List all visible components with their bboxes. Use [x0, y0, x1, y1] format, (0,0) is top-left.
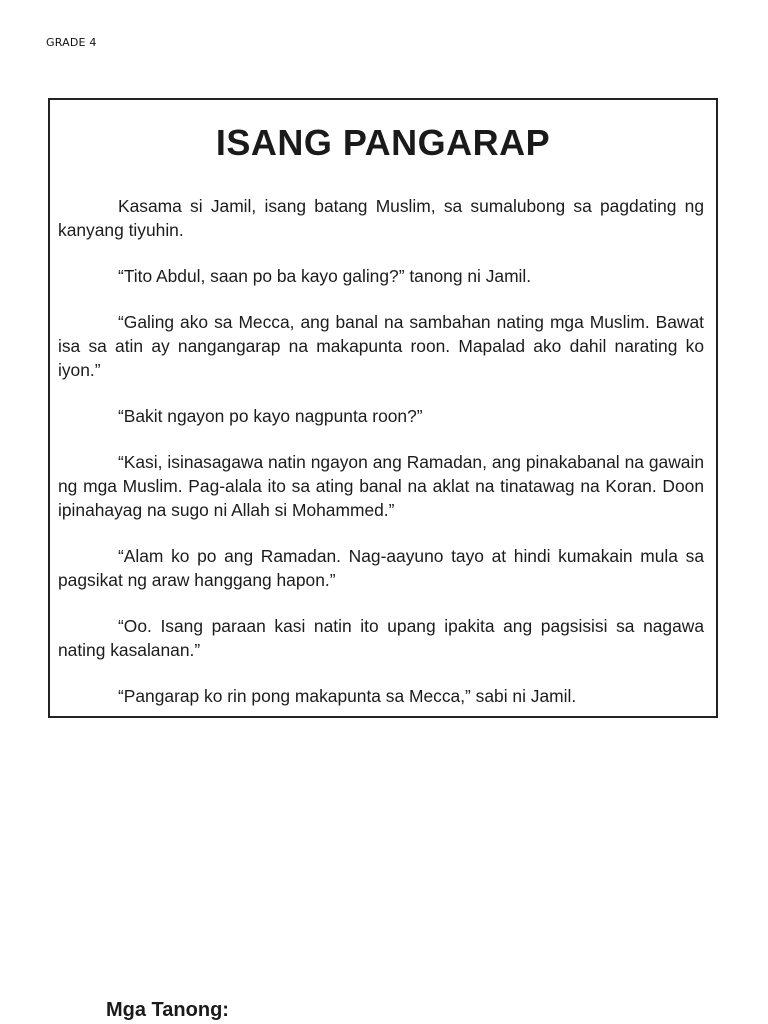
story-body — [58, 194, 704, 730]
story-paragraph: “Bakit ngayon po kayo nagpunta roon?” — [118, 406, 423, 426]
story-paragraph: “Tito Abdul, saan po ba kayo galing?” tanong ni Jamil. — [118, 266, 532, 286]
grade-label: GRADE 4 — [46, 36, 97, 49]
questions-heading: Mga Tanong: — [106, 999, 229, 1021]
story-box — [48, 98, 718, 718]
story-paragraph: “Oo. Isang paraan kasi natin ito upang ipakita ang pagsisisi sa nagawa nating kasalanan.” — [58, 616, 704, 660]
story-paragraph: “Pangarap ko rin pong makapunta sa Mecca,” sabi ni Jamil. — [118, 686, 577, 706]
story-title: ISANG PANGARAP — [215, 122, 551, 163]
story-paragraph: “Kasi, isinasagawa natin ngayon ang Ramadan, ang pinakabanal na gawain ng mga Muslim. Pag-alala ito sa ating banal na aklat na tinatawag na Koran. Doon ipinahayag na sugo ni Allah si Mohammed.” — [58, 452, 704, 520]
story-paragraph: Kasama si Jamil, isang batang Muslim, sa sumalubong sa pagdating ng kanyang tiyuhin. — [58, 196, 704, 240]
story-paragraph: “Alam ko po ang Ramadan. Nag-aayuno tayo at hindi kumakain mula sa pagsikat ng araw hanggang hapon.” — [58, 546, 704, 590]
story-paragraph: “Galing ako sa Mecca, ang banal na sambahan nating mga Muslim. Bawat isa sa atin ay nangangarap na makapunta roon. Mapalad ako dahil narating ko iyon.” — [58, 312, 704, 380]
